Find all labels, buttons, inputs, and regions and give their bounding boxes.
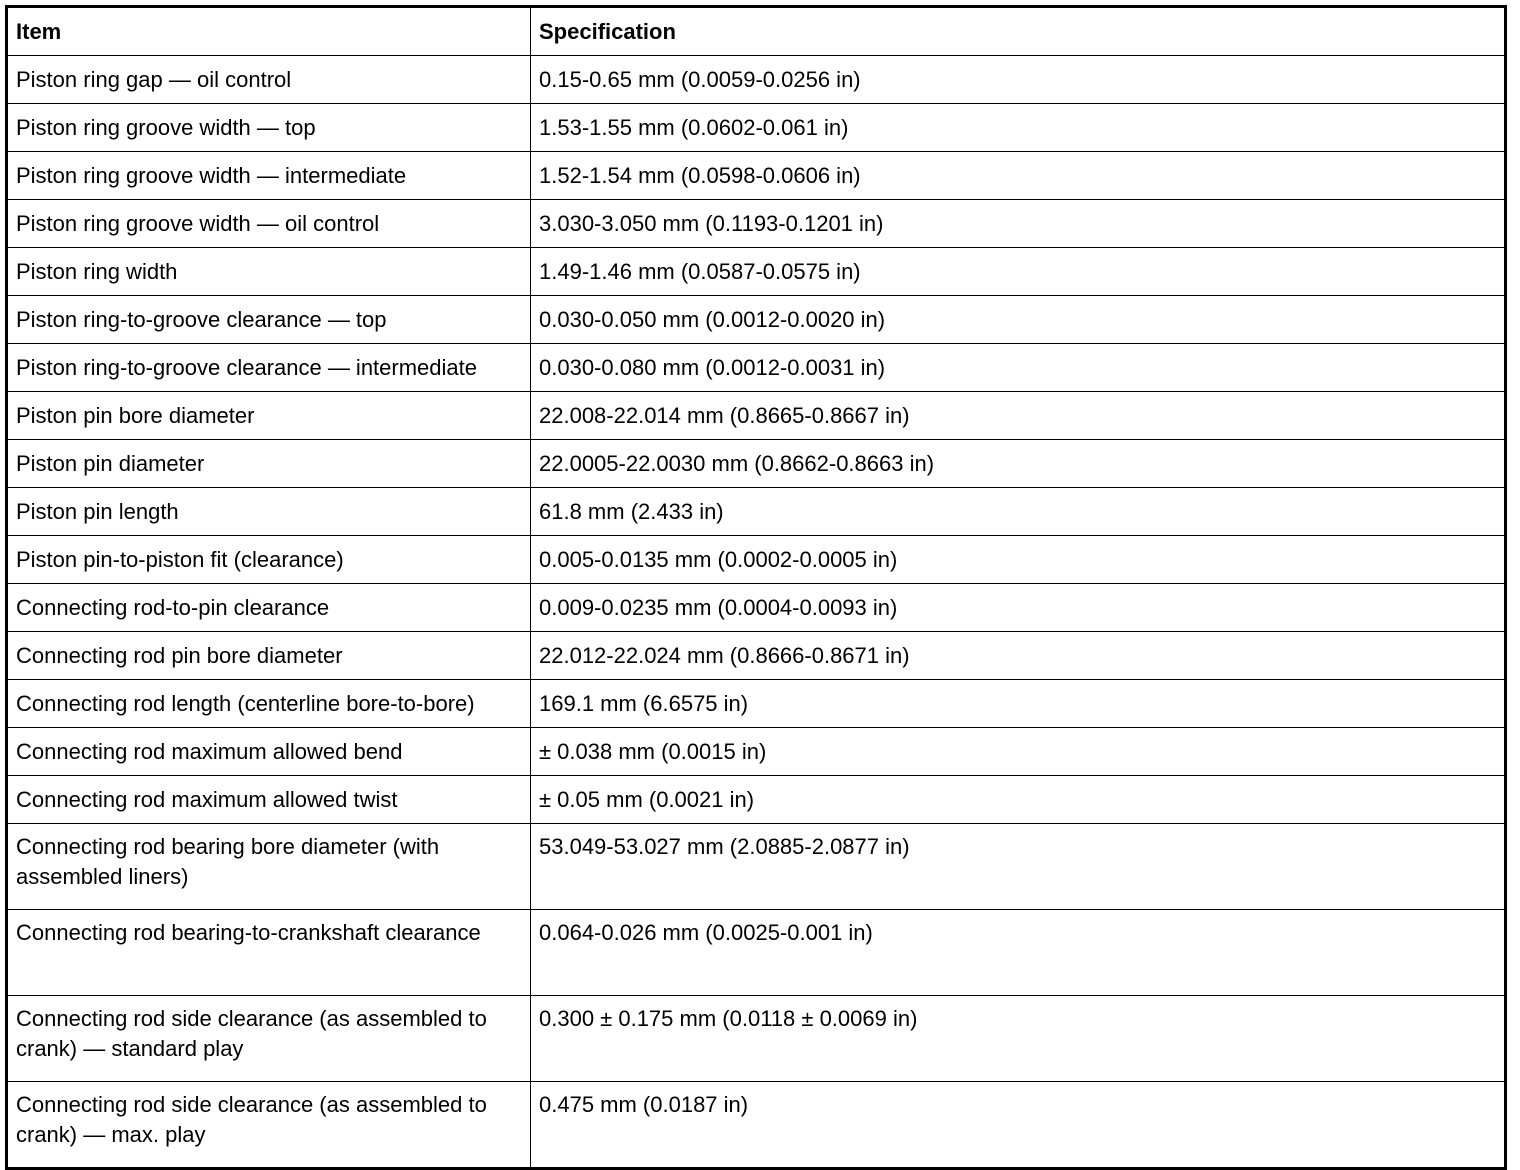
header-specification: Specification	[531, 7, 1506, 56]
item-cell: Piston ring width	[7, 248, 531, 296]
spec-cell: ± 0.038 mm (0.0015 in)	[531, 728, 1506, 776]
table-row	[7, 824, 1506, 910]
spec-cell: 1.52-1.54 mm (0.0598-0.0606 in)	[531, 152, 1506, 200]
spec-cell: 1.49-1.46 mm (0.0587-0.0575 in)	[531, 248, 1506, 296]
spec-cell: 22.012-22.024 mm (0.8666-0.8671 in)	[531, 632, 1506, 680]
table-row	[7, 104, 1506, 152]
table-row	[7, 488, 1506, 536]
item-cell: Connecting rod length (centerline bore-to-bore)	[7, 680, 531, 728]
item-cell: Piston pin-to-piston fit (clearance)	[7, 536, 531, 584]
item-cell: Piston ring groove width — intermediate	[7, 152, 531, 200]
table-row	[7, 248, 1506, 296]
table-row	[7, 344, 1506, 392]
table-row	[7, 728, 1506, 776]
spec-cell: 0.300 ± 0.175 mm (0.0118 ± 0.0069 in)	[531, 996, 1506, 1082]
item-cell: Piston ring groove width — top	[7, 104, 531, 152]
item-cell: Piston pin bore diameter	[7, 392, 531, 440]
spec-cell: 0.15-0.65 mm (0.0059-0.0256 in)	[531, 56, 1506, 104]
item-cell: Connecting rod pin bore diameter	[7, 632, 531, 680]
spec-cell: ± 0.05 mm (0.0021 in)	[531, 776, 1506, 824]
item-cell: Connecting rod maximum allowed twist	[7, 776, 531, 824]
item-cell: Piston pin length	[7, 488, 531, 536]
specification-table	[5, 5, 1507, 1170]
item-cell: Piston ring groove width — oil control	[7, 200, 531, 248]
item-cell: Connecting rod maximum allowed bend	[7, 728, 531, 776]
spec-cell: 1.53-1.55 mm (0.0602-0.061 in)	[531, 104, 1506, 152]
table-row	[7, 584, 1506, 632]
item-cell: Connecting rod-to-pin clearance	[7, 584, 531, 632]
item-cell: Piston ring-to-groove clearance — top	[7, 296, 531, 344]
table-row	[7, 440, 1506, 488]
table-row	[7, 680, 1506, 728]
table-row	[7, 200, 1506, 248]
header-item: Item	[7, 7, 531, 56]
table-row	[7, 996, 1506, 1082]
item-cell: Piston ring-to-groove clearance — intermediate	[7, 344, 531, 392]
table-row	[7, 56, 1506, 104]
table-row	[7, 1082, 1506, 1169]
item-cell: Connecting rod side clearance (as assembled to crank) — standard play	[7, 996, 531, 1082]
table-row	[7, 152, 1506, 200]
spec-cell: 0.005-0.0135 mm (0.0002-0.0005 in)	[531, 536, 1506, 584]
spec-cell: 61.8 mm (2.433 in)	[531, 488, 1506, 536]
spec-cell: 0.475 mm (0.0187 in)	[531, 1082, 1506, 1169]
spec-cell: 0.030-0.080 mm (0.0012-0.0031 in)	[531, 344, 1506, 392]
spec-cell: 0.030-0.050 mm (0.0012-0.0020 in)	[531, 296, 1506, 344]
spec-cell: 0.009-0.0235 mm (0.0004-0.0093 in)	[531, 584, 1506, 632]
spec-cell: 22.008-22.014 mm (0.8665-0.8667 in)	[531, 392, 1506, 440]
table-row	[7, 776, 1506, 824]
table-row	[7, 632, 1506, 680]
spec-cell: 0.064-0.026 mm (0.0025-0.001 in)	[531, 910, 1506, 996]
item-cell: Connecting rod side clearance (as assembled to crank) — max. play	[7, 1082, 531, 1169]
item-cell: Piston pin diameter	[7, 440, 531, 488]
table-row	[7, 296, 1506, 344]
spec-cell: 22.0005-22.0030 mm (0.8662-0.8663 in)	[531, 440, 1506, 488]
spec-cell: 3.030-3.050 mm (0.1193-0.1201 in)	[531, 200, 1506, 248]
item-cell: Piston ring gap — oil control	[7, 56, 531, 104]
table-row	[7, 392, 1506, 440]
item-cell: Connecting rod bearing-to-crankshaft clearance	[7, 910, 531, 996]
table-header-row	[7, 7, 1506, 56]
table-row	[7, 910, 1506, 996]
table-row	[7, 536, 1506, 584]
spec-cell: 169.1 mm (6.6575 in)	[531, 680, 1506, 728]
item-cell: Connecting rod bearing bore diameter (with assembled liners)	[7, 824, 531, 910]
spec-cell: 53.049-53.027 mm (2.0885-2.0877 in)	[531, 824, 1506, 910]
